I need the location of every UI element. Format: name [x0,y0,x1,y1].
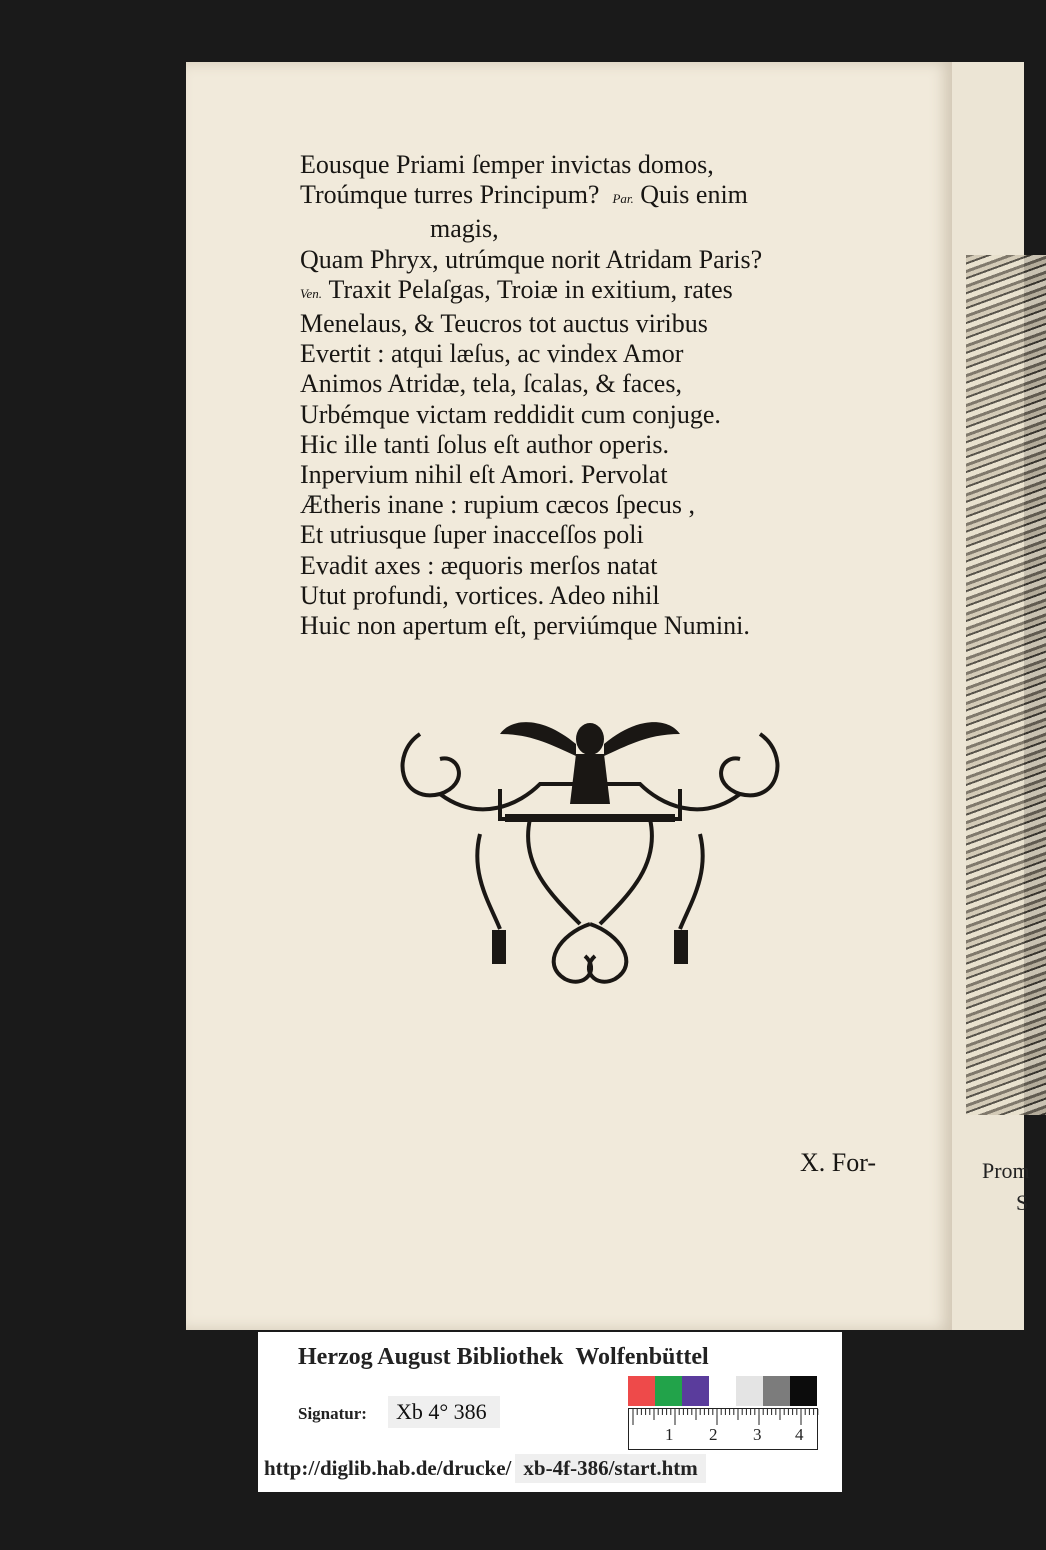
verse-line: Inpervium nihil eſt Amori. Pervolat [300,460,668,490]
color-calibration-strip [628,1376,818,1406]
catalog-url[interactable] [258,1454,706,1483]
ruler-ticks [629,1409,819,1451]
speaker-tag: Ven. [300,285,323,301]
verse-line: Ætheris inane : rupium cæcos ſpecus , [300,490,695,520]
url-base[interactable]: http://diglib.hab.de/drucke/ [264,1456,512,1480]
ruler-number: 1 [665,1425,674,1444]
signatur-label: Signatur: [298,1404,367,1423]
verse-line: Utut profundi, vortices. Adeo nihil [300,580,660,610]
facing-engraving [966,255,1046,1115]
color-swatch [682,1376,709,1406]
color-swatch [628,1376,655,1406]
color-swatch [790,1376,817,1406]
color-swatch [709,1376,736,1406]
verse-line: Quam Phryx, utrúmque norit Atridam Paris? [300,244,763,274]
facing-caption-second: S [1016,1190,1029,1215]
verse-line: Evertit : atqui læſus, ac vindex Amor [300,339,684,369]
catchword: X. For- [800,1148,877,1177]
verse-line: Troúmque turres Principum? Par. Quis enim [300,180,748,210]
verse-line: magis, [430,214,499,244]
color-swatch [736,1376,763,1406]
verse-line: Menelaus, & Teucros tot auctus viribus [300,309,708,339]
verse-line: Huic non apertum eſt, perviúmque Numini. [300,611,750,641]
institution-name: Herzog August Bibliothek [298,1344,564,1370]
signatur-value: Xb 4° 386 [388,1396,500,1428]
verse-line: Urbémque victam reddidit cum conjuge. [300,399,721,429]
verse-line: Evadit axes : æquoris merſos natat [300,550,658,580]
color-swatch [655,1376,682,1406]
scale-ruler [628,1408,818,1450]
speaker-tag: Par. [612,191,634,207]
color-swatch [763,1376,790,1406]
library-label [258,1332,842,1492]
verse-line: Ven. Traxit Pelaſgas, Troiæ in exitium, rates [300,274,733,304]
facing-page-edge [952,62,1030,1330]
verse-line: Et utriusque ſuper inacceſſos poli [300,520,644,550]
ruler-number: 2 [709,1425,718,1444]
verse-line: Eousque Priami ſemper invictas domos, [300,150,714,179]
library-title [298,1344,709,1371]
ruler-number: 4 [795,1425,804,1444]
verse-line: Hic ille tanti ſolus eſt author operis. [300,429,669,459]
facing-caption: Prom [982,1158,1030,1183]
verse-line: Animos Atridæ, tela, ſcalas, & faces, [300,369,682,399]
institution-city: Wolfenbüttel [575,1344,709,1370]
baroque-cherub-cartouche-icon [380,694,800,994]
url-path[interactable]: xb-4f-386/start.htm [515,1454,705,1483]
verse-block [300,150,900,641]
ruler-number: 3 [753,1425,762,1444]
